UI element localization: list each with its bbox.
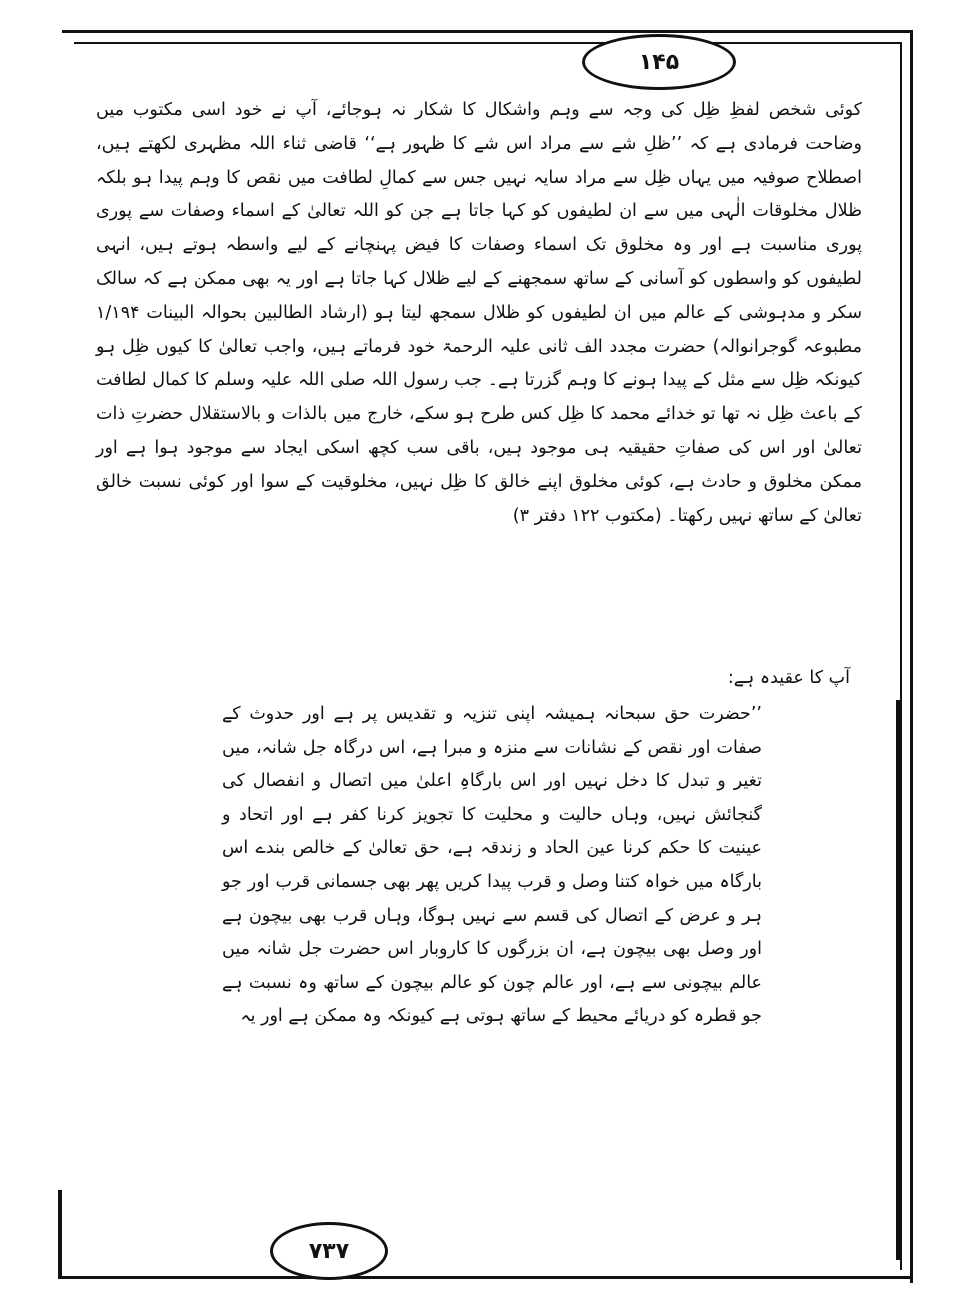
- quote-paragraph: ’’حضرت حق سبحانہ ہمیشہ اپنی تنزیہ و تقدیس پر ہے اور حدوث کے صفات اور نقص کے نشانات سے منزہ و مبرا ہے، اس درگاہ جل شانہ، میں تغیر و تبدل کا دخل نہیں اور اس بارگاہِ اعلیٰ میں اتصال و انفصال کی گنجائش نہیں، وہاں حالیت و محلیت کا تجویز کرنا کفر ہے اور اتحاد و عینیت کا حکم کرنا عین الحاد و زندقہ ہے، حق تعالیٰ کے خالص بندے اس بارگاہ میں خواہ کتنا وصل و قرب پیدا کریں پھر بھی جسمانی قرب اور جو ہر و عرض کے اتصال کی قسم سے نہیں ہوگا، وہاں قرب بھی بیچون ہے اور وصل بھی بیچون ہے، ان بزرگوں کا کاروبار اس حضرت جل شانہ میں عالم بیچونی سے ہے، اور عالم چون کو عالم بیچون کے ساتھ وہ نسبت ہے جو قطرہ کو دریائے محیط کے ساتھ ہوتی ہے کیونکہ وہ ممکن ہے اور یہ: [222, 704, 762, 1027]
- frame-side-rule: [896, 700, 900, 1260]
- main-text: [96, 94, 862, 533]
- body-paragraph: کوئی شخص لفظِ ظِل کی وجہ سے وہم واشکال کا شکار نہ ہوجائے، آپ نے خود اسی مکتوب میں وضاحت فرمادی ہے کہ ’’ظلِ شے سے مراد اس شے کا ظہور ہے‘‘ قاضی ثناء اللہ مظہری لکھتے ہیں، اصطلاح صوفیہ میں یہاں ظِل سے مراد سایہ نہیں جس سے کمالِ لطافت میں نقص کا وہم پیدا ہو بلکہ ظلال مخلوقات الٰہی میں سے ان لطیفوں کو کہا جاتا ہے جن کو اللہ تعالیٰ کے اسماء وصفات سے پوری پوری مناسبت ہے اور وہ مخلوق تک اسماء وصفات کا فیض پہنچانے کے لیے واسطہ ہوتے ہیں، انہی لطیفوں کو واسطوں کو آسانی کے ساتھ سمجھنے کے لیے ظلال کہا جاتا ہے اور یہ بھی ممکن ہے کہ سالک سکر و مدہوشی کے عالم میں ان لطیفوں کو ظلال سمجھ لیتا ہو (ارشاد الطالبین بحوالہ البینات ۱/۱۹۴ مطبوعہ گوجرانوالہ) حضرت مجدد الف ثانی علیہ الرحمۃ خود فرماتے ہیں، واجب تعالیٰ کا کیوں ظِل ہو کیونکہ ظِل سے مثل کے پیدا ہونے کا وہم گزرتا ہے۔ جب رسول اللہ صلی اللہ علیہ وسلم کا کمال لطافت کے باعث ظِل نہ تھا تو خدائے محمد کا ظِل کس طرح ہو سکے، خارج میں بالذات و بالاستقلال حضرتِ ذات تعالیٰ اور اس کی صفاتِ حقیقیہ ہی موجود ہیں، باقی سب کچھ اسکی ایجاد سے موجود ہوا ہے اور ممکن مخلوق و حادث ہے، کوئی مخلوق اپنے خالق کا ظِل نہیں، مخلوقیت کے سوا اور کوئی نسبت خالق تعالیٰ کے ساتھ نہیں رکھتا۔ (مکتوب ۱۲۲ دفتر ۳): [96, 100, 862, 526]
- frame-left-rule: [58, 1190, 62, 1278]
- belief-heading: آپ کا عقیدہ ہے:: [727, 668, 850, 688]
- page-number-top: ۱۴۵: [582, 34, 736, 90]
- page-number-bottom: ۷۳۷: [270, 1222, 388, 1280]
- frame-bottom-rule: [58, 1276, 913, 1279]
- quote-block: [222, 698, 762, 1034]
